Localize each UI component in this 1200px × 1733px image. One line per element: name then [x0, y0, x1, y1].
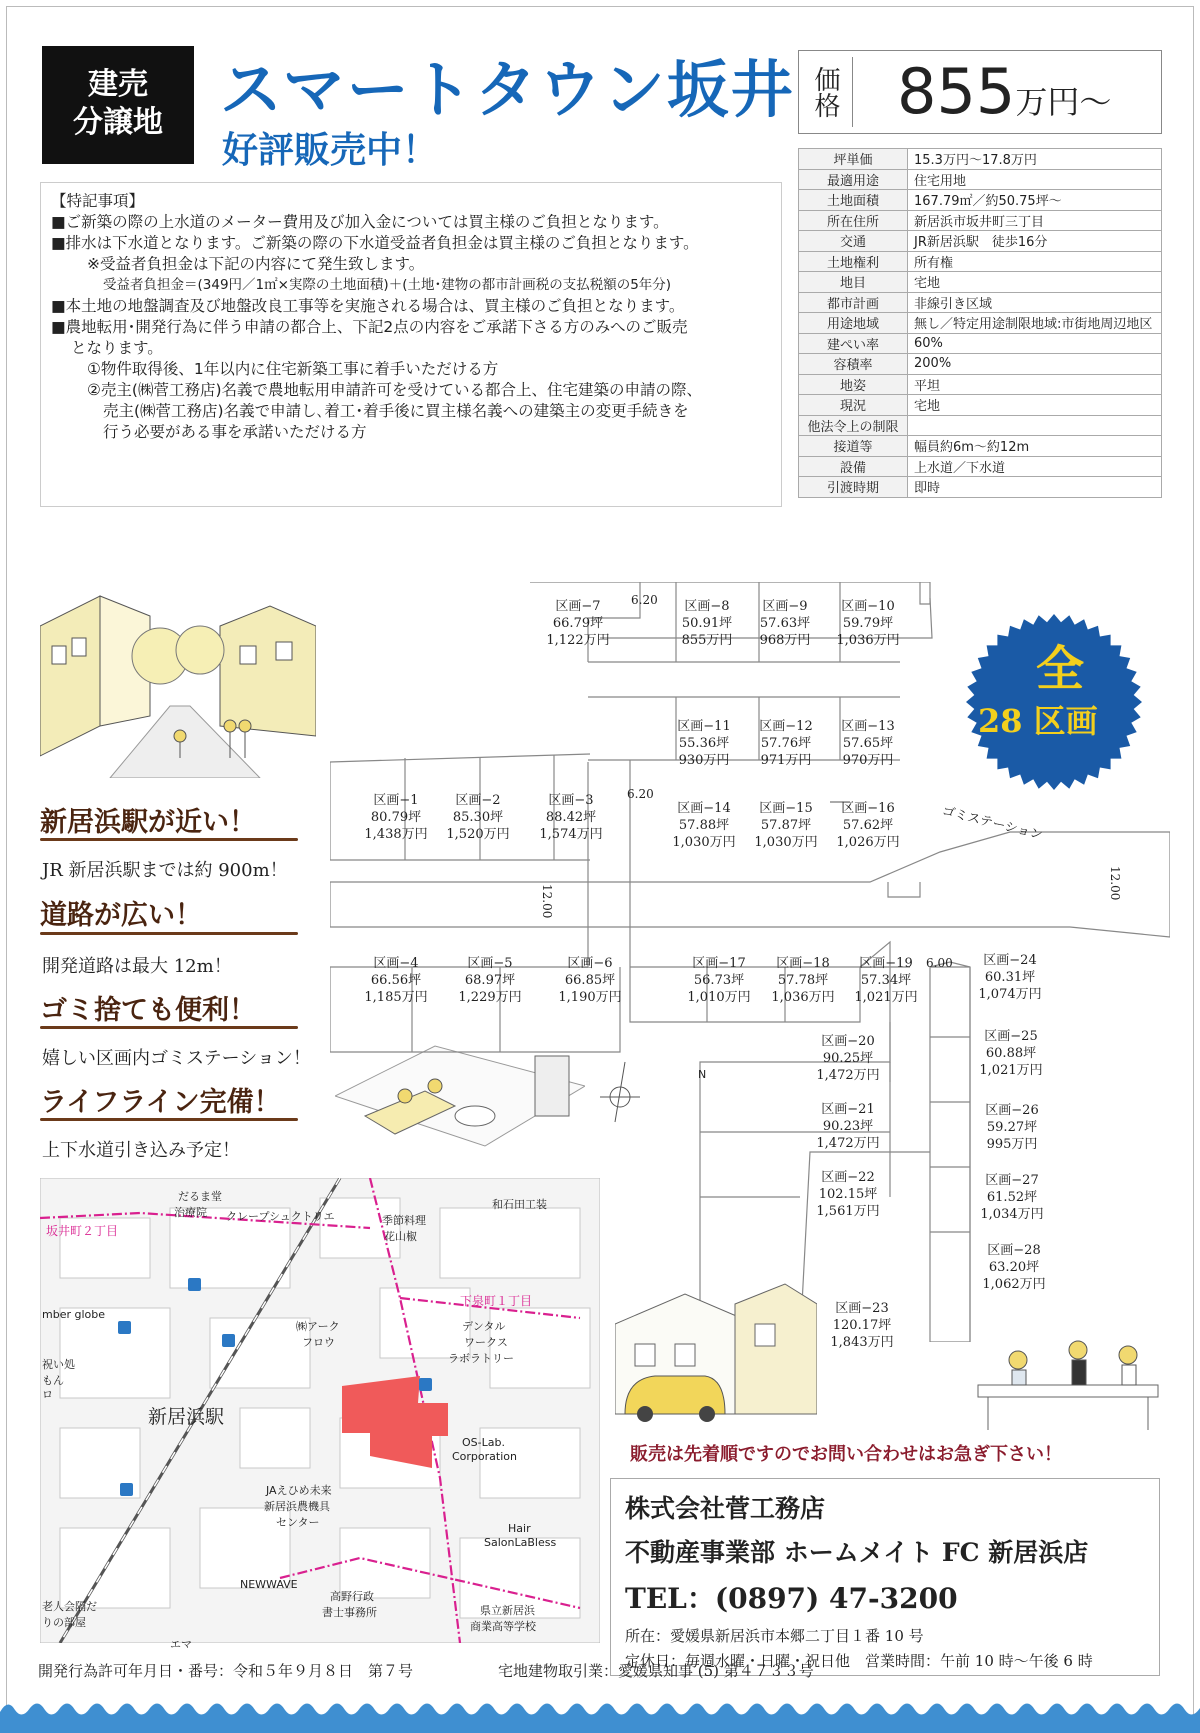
map-label: エマ: [170, 1638, 192, 1651]
lot-price: 855万円: [681, 633, 733, 648]
lot-name: 区画−22: [821, 1170, 875, 1185]
spec-value: JR新居浜駅 徒歩16分: [908, 231, 1162, 252]
point-heading-lifeline: ライフライン完備！: [40, 1087, 281, 1118]
lot-area: 88.42坪: [545, 810, 597, 825]
map-label: 季節料理: [382, 1214, 426, 1227]
point-text-lifeline: 上下水道引き込み予定！: [42, 1140, 240, 1161]
lot-area: 59.79坪: [842, 616, 894, 631]
lot-price: 1,190万円: [558, 990, 622, 1005]
lot-area: 50.91坪: [681, 616, 733, 631]
spec-key: 土地権利: [799, 251, 908, 272]
map-label: 新居浜駅: [148, 1406, 225, 1428]
map-label: ロ: [42, 1388, 53, 1401]
notes-line: ■本土地の地盤調査及び地盤改良工事等を実施される場合は、買主様のご負担となります。: [51, 297, 685, 315]
lot-name: 区画−7: [555, 599, 601, 614]
lot-name: 区画−8: [684, 599, 730, 614]
spec-key: 最適用途: [799, 169, 908, 190]
lot-label: [823, 800, 913, 851]
map-label: Corporation: [452, 1450, 517, 1463]
map-label: もん: [42, 1374, 64, 1387]
lot-price: 1,561万円: [816, 1204, 880, 1219]
map-label: mber globe: [42, 1308, 106, 1321]
lot-price: 970万円: [842, 753, 894, 768]
spec-key: 接道等: [799, 436, 908, 457]
lot-price: 1,520万円: [446, 827, 510, 842]
lot-label: [965, 952, 1055, 1003]
lot-price: 1,026万円: [836, 835, 900, 850]
lot-price: 1,036万円: [836, 633, 900, 648]
lot-area: 57.34坪: [860, 973, 912, 988]
spec-value: 新居浜市坂井町三丁目: [908, 210, 1162, 231]
compass-north-label: N: [698, 1068, 707, 1081]
spec-value: 幅員約6m～約12m: [908, 436, 1162, 457]
lot-name: 区画−11: [677, 719, 731, 734]
page-subtitle: 好評販売中！: [222, 130, 439, 171]
lot-price: 1,010万円: [687, 990, 751, 1005]
total-lots-char: 全: [1036, 641, 1085, 697]
license-number: 宅地建物取引業：愛媛県知事 (5) 第４７３３号: [498, 1662, 814, 1680]
notes-line: ①物件取得後、1年以内に住宅新築工事に着手いただける方: [87, 360, 499, 378]
lot-name: 区画−23: [835, 1301, 889, 1316]
notes-line: となります。: [71, 339, 163, 357]
spec-key: 他法令上の制限: [799, 415, 908, 436]
map-label: NEWWAVE: [240, 1578, 298, 1591]
spec-value: 無し／特定用途制限地域:市街地周辺地区: [908, 313, 1162, 334]
lot-price: 1,472万円: [816, 1136, 880, 1151]
lot-price: 930万円: [678, 753, 730, 768]
lot-name: 区画−18: [776, 956, 830, 971]
lot-price: 1,021万円: [979, 1063, 1043, 1078]
notes-line: ※受益者負担金は下記の内容にて発生致します。: [87, 255, 425, 273]
lot-name: 区画−1: [373, 793, 419, 808]
company-address: 所在：愛媛県新居浜市本郷二丁目１番 10 号: [625, 1627, 924, 1645]
lot-area: 61.52坪: [986, 1190, 1038, 1205]
notes-heading: 【特記事項】: [51, 192, 145, 210]
lot-area: 57.87坪: [760, 818, 812, 833]
lot-price: 1,843万円: [830, 1335, 894, 1350]
lot-label: [841, 955, 931, 1006]
notes-line: ■ご新築の際の上水道のメーター費用及び加入金については買主様のご負担となります。: [51, 213, 669, 231]
lot-name: 区画−6: [567, 956, 613, 971]
map-label: Hair: [508, 1522, 531, 1535]
map-label: ㈱アーク: [296, 1320, 340, 1333]
area-map: [40, 1178, 600, 1643]
lot-label: [351, 792, 441, 843]
lot-name: 区画−16: [841, 801, 895, 816]
lot-label: [433, 792, 523, 843]
lot-area: 90.23坪: [822, 1119, 874, 1134]
lot-area: 85.30坪: [452, 810, 504, 825]
lot-area: 63.20坪: [988, 1260, 1040, 1275]
lot-area: 120.17坪: [832, 1318, 892, 1333]
notes-line: ■排水は下水道となります。ご新築の際の下水道受益者負担金は買主様のご負担となります。: [51, 234, 699, 252]
spec-key: 所在住所: [799, 210, 908, 231]
lot-label: [533, 598, 623, 649]
lot-area: 59.27坪: [986, 1120, 1038, 1135]
lot-area: 55.36坪: [678, 736, 730, 751]
lot-label: [674, 955, 764, 1006]
map-label: 商業高等学校: [470, 1620, 536, 1633]
lot-name: 区画−20: [821, 1034, 875, 1049]
lot-price: 1,074万円: [978, 987, 1042, 1002]
spec-value: 167.79㎡／約50.75坪～: [908, 190, 1162, 211]
lot-label: [969, 1242, 1059, 1293]
point-text-road: 開発道路は最大 12m！: [42, 956, 232, 977]
lot-area: 57.88坪: [678, 818, 730, 833]
lot-label: [758, 955, 848, 1006]
lot-price: 1,030万円: [672, 835, 736, 850]
lot-area: 60.31坪: [984, 970, 1036, 985]
spec-value: 15.3万円～17.8万円: [908, 149, 1162, 170]
map-label: センター: [276, 1516, 320, 1529]
map-label: JAえひめ未来: [266, 1484, 332, 1497]
road-width-label: 12.00: [1108, 866, 1122, 901]
permit-number: 開発行為許可年月日・番号：令和５年９月８日 第７号: [38, 1662, 414, 1680]
lot-label: [741, 800, 831, 851]
lot-area: 57.78坪: [777, 973, 829, 988]
spec-key: 地姿: [799, 374, 908, 395]
lot-name: 区画−4: [373, 956, 419, 971]
company-name: 株式会社菅工務店: [625, 1494, 826, 1523]
lot-label: [967, 1172, 1057, 1223]
lot-name: 区画−2: [455, 793, 501, 808]
lot-price: 1,122万円: [546, 633, 610, 648]
spec-key: 引渡時期: [799, 477, 908, 498]
map-label: ワークス: [464, 1336, 508, 1349]
lot-name: 区画−13: [841, 719, 895, 734]
lot-price: 1,185万円: [364, 990, 428, 1005]
lot-name: 区画−3: [548, 793, 594, 808]
spec-value: 宅地: [908, 395, 1162, 416]
spec-value: 60%: [908, 333, 1162, 354]
badge-line2: 分譲地: [73, 105, 163, 140]
spec-key: 都市計画: [799, 292, 908, 313]
spec-key: 交通: [799, 231, 908, 252]
lot-label: [823, 718, 913, 769]
lot-name: 区画−28: [987, 1243, 1041, 1258]
lot-price: 1,438万円: [364, 827, 428, 842]
lot-name: 区画−5: [467, 956, 513, 971]
lot-label: [659, 718, 749, 769]
lot-label: [662, 598, 752, 649]
lot-label: [659, 800, 749, 851]
map-label: 老人会隔だ: [42, 1600, 97, 1613]
lot-price: 1,036万円: [771, 990, 835, 1005]
lot-name: 区画−14: [677, 801, 731, 816]
map-label: デンタル: [462, 1320, 506, 1333]
spec-key: 容積率: [799, 354, 908, 375]
spec-key: 設備: [799, 456, 908, 477]
notes-line: 売主(㈱菅工務店)名義で申請し､着工･着手後に買主様名義への建築主の変更手続きを: [103, 402, 689, 420]
spec-value: 宅地: [908, 272, 1162, 293]
notes-line: 受益者負担金＝(349円／1㎡×実際の土地面積)＋(土地･建物の都市計画税の支払税額の5年分): [103, 277, 672, 293]
map-label: 坂井町２丁目: [46, 1224, 119, 1238]
lot-area: 57.62坪: [842, 818, 894, 833]
lot-price: 1,574万円: [539, 827, 603, 842]
lot-area: 80.79坪: [370, 810, 422, 825]
lot-area: 56.73坪: [693, 973, 745, 988]
road-width-label: 6.00: [926, 956, 953, 970]
map-label: OS-Lab.: [462, 1436, 505, 1449]
map-label: りの部屋: [42, 1616, 86, 1629]
lot-label: [803, 1033, 893, 1084]
lot-name: 区画−26: [985, 1103, 1039, 1118]
spec-value: 即時: [908, 477, 1162, 498]
spec-value: 平坦: [908, 374, 1162, 395]
spec-key: 建ぺい率: [799, 333, 908, 354]
notes-line: ②売主(㈱菅工務店)名義で農地転用申請許可を受けている都合上、住宅建築の申請の際、: [87, 381, 702, 399]
family-dining-illustration: [968, 1330, 1168, 1430]
map-label: SalonLaBless: [484, 1536, 557, 1549]
garbage-station-label: ゴミステーション: [940, 803, 1045, 844]
map-label: 高野行政: [330, 1590, 374, 1603]
lot-area: 68.97坪: [464, 973, 516, 988]
spec-key: 地目: [799, 272, 908, 293]
map-label: だるま堂: [178, 1190, 222, 1203]
lot-price: 1,034万円: [980, 1207, 1044, 1222]
spec-value: 所有権: [908, 251, 1162, 272]
lot-area: 57.65坪: [842, 736, 894, 751]
spec-key: 土地面積: [799, 190, 908, 211]
lot-price: 1,472万円: [816, 1068, 880, 1083]
spec-value: 200%: [908, 354, 1162, 375]
map-label: 県立新居浜: [480, 1604, 535, 1617]
lot-name: 区画−9: [762, 599, 808, 614]
houses-illustration: [615, 1264, 817, 1424]
map-label: クレープシュクトリエ: [226, 1210, 335, 1223]
lot-name: 区画−21: [821, 1102, 875, 1117]
lot-area: 60.88坪: [985, 1046, 1037, 1061]
road-width-label: 6.20: [631, 593, 658, 607]
lot-price: 1,062万円: [982, 1277, 1046, 1292]
road-width-label: 12.00: [540, 884, 554, 919]
lot-label: [803, 1169, 893, 1220]
map-label: 新居浜農機具: [264, 1500, 330, 1513]
lot-name: 区画−17: [692, 956, 746, 971]
spec-value: 非線引き区域: [908, 292, 1162, 313]
point-heading-garbage: ゴミ捨ても便利！: [40, 995, 256, 1026]
footer-wave: [0, 1694, 1200, 1733]
notes-line: 行う必要がある事を承諾いただける方: [103, 423, 367, 441]
lot-label: [740, 598, 830, 649]
lot-price: 1,021万円: [854, 990, 918, 1005]
lot-area: 90.25坪: [822, 1051, 874, 1066]
lot-area: 57.76坪: [760, 736, 812, 751]
lot-area: 102.15坪: [818, 1187, 878, 1202]
lot-label: [526, 792, 616, 843]
spec-value: 上水道／下水道: [908, 456, 1162, 477]
map-label: 和石田工装: [492, 1198, 547, 1211]
lot-name: 区画−12: [759, 719, 813, 734]
map-label: フロウ: [302, 1336, 335, 1349]
price-number: 855: [897, 55, 1016, 128]
spec-key: 現況: [799, 395, 908, 416]
lot-label: [741, 718, 831, 769]
lot-label: [823, 598, 913, 649]
price-unit: 万円～: [1015, 83, 1112, 121]
lot-name: 区画−19: [859, 956, 913, 971]
road-width-label: 6.20: [627, 787, 654, 801]
map-label: 書士事務所: [322, 1606, 377, 1619]
lot-price: 995万円: [986, 1137, 1038, 1152]
point-heading-road: 道路が広い！: [40, 900, 202, 931]
total-lots-count: 28 区画: [978, 702, 1098, 740]
lot-price: 1,229万円: [458, 990, 522, 1005]
lot-label: [817, 1300, 907, 1351]
company-dept: 不動産事業部 ホームメイト FC 新居浜店: [625, 1538, 1089, 1567]
map-label: ラボラトリー: [448, 1352, 514, 1365]
spec-key: 用途地域: [799, 313, 908, 334]
lot-label: [803, 1101, 893, 1152]
company-tel[interactable]: TEL：(0897) 47-3200: [625, 1582, 958, 1615]
point-heading-station: 新居浜駅が近い！: [40, 807, 256, 838]
map-label: 祝い処: [42, 1358, 75, 1371]
page-title: スマートタウン坂井: [220, 53, 795, 126]
lot-label: [351, 955, 441, 1006]
lot-price: 971万円: [760, 753, 812, 768]
point-text-garbage: 嬉しい区画内ゴミステーション！: [42, 1048, 311, 1069]
map-label: 下泉町１丁目: [460, 1294, 533, 1308]
lot-area: 57.63坪: [759, 616, 811, 631]
lot-label: [966, 1028, 1056, 1079]
lot-label: [545, 955, 635, 1006]
lot-name: 区画−15: [759, 801, 813, 816]
lot-name: 区画−25: [984, 1029, 1038, 1044]
spec-key: 坪単価: [799, 149, 908, 170]
lot-name: 区画−10: [841, 599, 895, 614]
lot-name: 区画−27: [985, 1173, 1039, 1188]
map-label: 花山椒: [384, 1230, 417, 1243]
hurry-message: 販売は先着順ですのでお問い合わせはお急ぎ下さい！: [630, 1444, 1062, 1465]
point-text-station: JR 新居浜駅までは約 900m！: [42, 860, 288, 881]
lot-area: 66.79坪: [552, 616, 604, 631]
lot-label: [445, 955, 535, 1006]
company-hours: 定休日：毎週水曜・日曜・祝日他 営業時間：午前 10 時～午後 6 時: [625, 1652, 1093, 1670]
notes-line: ■農地転用･開発行為に伴う申請の都合上、下記2点の内容をご承諾下さる方のみへのご販売: [51, 318, 688, 336]
lot-area: 66.85坪: [564, 973, 616, 988]
lot-area: 66.56坪: [370, 973, 422, 988]
map-label: 治療院: [174, 1206, 207, 1219]
spec-value: 住宅用地: [908, 169, 1162, 190]
lot-price: 1,030万円: [754, 835, 818, 850]
price-label: 価格: [799, 57, 853, 127]
badge-line1: 建売: [88, 67, 148, 102]
lot-price: 968万円: [759, 633, 811, 648]
lot-name: 区画−24: [983, 953, 1037, 968]
lot-label: [967, 1102, 1057, 1153]
company-box: [610, 1478, 1160, 1676]
